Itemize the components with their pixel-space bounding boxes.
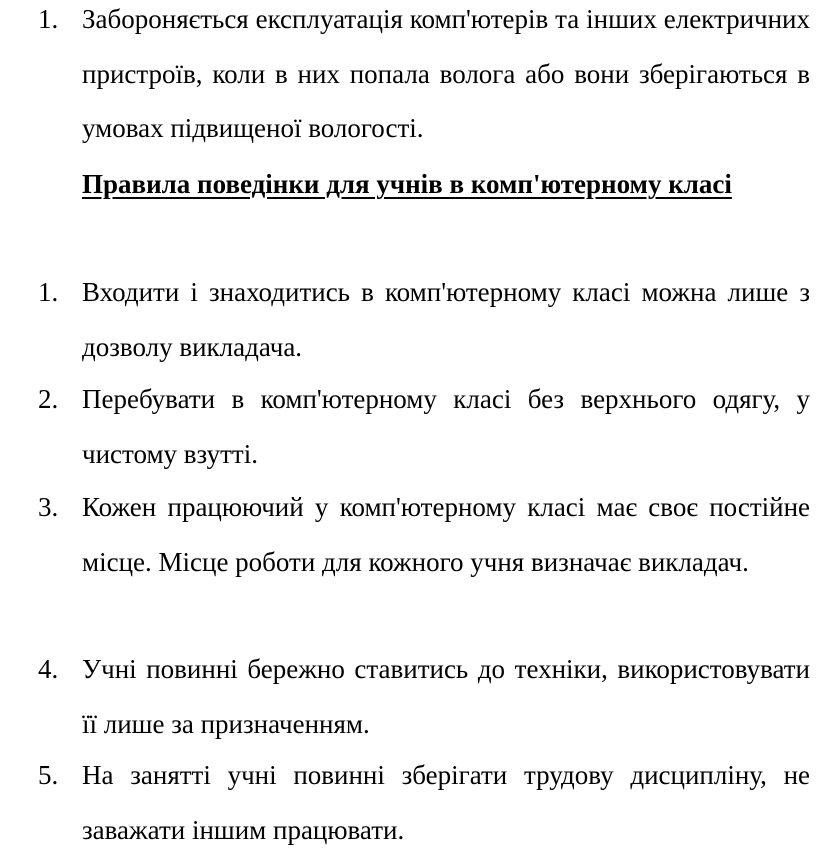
list-item-text: Забороняється експлуатація комп'ютерів та інших електричних пристроїв, коли в них попала волога або вони зберігаються в умовах підвищеної вологості. (82, 4, 810, 143)
section-heading: Правила поведінки для учнів в комп'ютерному класі (82, 169, 732, 199)
list-item-number: 5. (38, 760, 59, 790)
list-item-text: На занятті учні повинні зберігати трудову дисципліну, не заважати іншим працювати. (82, 760, 810, 845)
list-item-number: 2. (38, 384, 59, 414)
list-item-number: 3. (38, 492, 59, 522)
list-item-text: Учні повинні бережно ставитись до техніки, використовувати її лише за призначенням. (82, 654, 810, 739)
list-item-text: Кожен працюючий у комп'ютерному класі має своє постійне місце. Місце роботи для кожного учня визначає викладач. (82, 492, 810, 577)
list-item-text: Перебувати в комп'ютерному класі без верхнього одягу, у чистому взутті. (82, 384, 810, 469)
list-item-number: 4. (38, 654, 59, 684)
list-item-text: Входити і знаходитись в комп'ютерному класі можна лише з дозволу викладача. (82, 277, 810, 362)
list-item-number: 1. (38, 277, 59, 307)
list-item-number: 1. (38, 4, 59, 34)
